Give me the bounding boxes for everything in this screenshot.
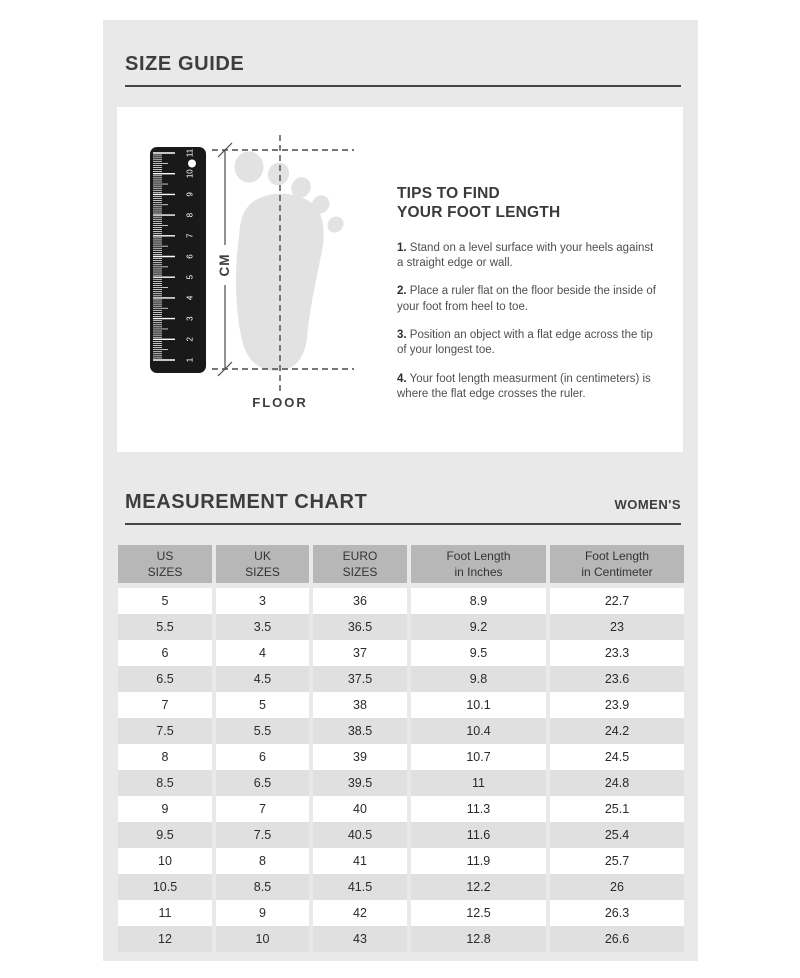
column-header: Foot Length in Inches <box>411 545 546 583</box>
table-row <box>118 614 684 640</box>
table-cell: 37.5 <box>313 666 407 692</box>
column-header: EURO SIZES <box>313 545 407 583</box>
ruler-number: 4 <box>185 295 195 301</box>
table-cell: 8.5 <box>118 770 212 796</box>
table-row <box>118 900 684 926</box>
gender-label: WOMEN'S <box>614 497 681 512</box>
ruler-number: 8 <box>185 212 195 218</box>
size-guide-panel <box>103 20 698 961</box>
table-row <box>118 718 684 744</box>
table-cell: 7.5 <box>118 718 212 744</box>
table-cell: 9.8 <box>411 666 546 692</box>
table-cell: 11 <box>411 770 546 796</box>
page-title: SIZE GUIDE <box>125 52 681 87</box>
table-cell: 12.5 <box>411 900 546 926</box>
table-cell: 39 <box>313 744 407 770</box>
table-cell: 6 <box>216 744 309 770</box>
table-cell: 25.7 <box>550 848 684 874</box>
table-cell: 24.8 <box>550 770 684 796</box>
table-cell: 10.4 <box>411 718 546 744</box>
table-cell: 5.5 <box>216 718 309 744</box>
page-header <box>103 20 698 87</box>
table-cell: 38 <box>313 692 407 718</box>
table-cell: 39.5 <box>313 770 407 796</box>
table-cell: 40 <box>313 796 407 822</box>
table-cell: 36.5 <box>313 614 407 640</box>
table-cell: 4 <box>216 640 309 666</box>
table-cell: 24.5 <box>550 744 684 770</box>
tip-text: Place a ruler flat on the floor beside the inside of your foot from heel to toe. <box>397 285 656 313</box>
tips-section <box>397 107 667 452</box>
table-cell: 41.5 <box>313 874 407 900</box>
table-cell: 42 <box>313 900 407 926</box>
table-cell: 12.8 <box>411 926 546 952</box>
tip-number: 4. <box>397 372 407 385</box>
table-row <box>118 692 684 718</box>
table-cell: 9 <box>118 796 212 822</box>
tip-item-3 <box>397 328 657 359</box>
table-cell: 3 <box>216 588 309 614</box>
table-cell: 10.5 <box>118 874 212 900</box>
tip-item-1 <box>397 241 657 272</box>
table-cell: 9.5 <box>118 822 212 848</box>
tip-number: 2. <box>397 285 407 298</box>
table-cell: 8 <box>216 848 309 874</box>
table-cell: 41 <box>313 848 407 874</box>
ruler-number: 7 <box>185 233 195 239</box>
table-cell: 8.5 <box>216 874 309 900</box>
tip-number: 3. <box>397 328 407 341</box>
table-cell: 26.3 <box>550 900 684 926</box>
table-cell: 40.5 <box>313 822 407 848</box>
tips-title-line2: YOUR FOOT LENGTH <box>397 203 561 221</box>
foot-measurement-illustration <box>117 107 397 452</box>
size-table <box>118 545 684 952</box>
table-row <box>118 848 684 874</box>
table-cell: 11 <box>118 900 212 926</box>
table-row <box>118 796 684 822</box>
table-row <box>118 926 684 952</box>
table-cell: 23.6 <box>550 666 684 692</box>
table-cell: 43 <box>313 926 407 952</box>
table-row <box>118 770 684 796</box>
table-cell: 24.2 <box>550 718 684 744</box>
tip-item-2 <box>397 284 657 315</box>
tips-title-line1: TIPS TO FIND <box>397 185 500 202</box>
table-row <box>118 822 684 848</box>
table-cell: 25.1 <box>550 796 684 822</box>
table-cell: 5 <box>118 588 212 614</box>
table-row <box>118 666 684 692</box>
table-cell: 12.2 <box>411 874 546 900</box>
table-cell: 9.2 <box>411 614 546 640</box>
table-row <box>118 744 684 770</box>
table-cell: 3.5 <box>216 614 309 640</box>
ruler-hole <box>188 160 196 168</box>
table-cell: 6 <box>118 640 212 666</box>
floor-label: FLOOR <box>252 395 308 410</box>
table-row <box>118 874 684 900</box>
measurement-chart-title: MEASUREMENT CHART <box>125 491 368 513</box>
table-cell: 11.9 <box>411 848 546 874</box>
table-cell: 8 <box>118 744 212 770</box>
table-cell: 4.5 <box>216 666 309 692</box>
table-cell: 9.5 <box>411 640 546 666</box>
table-cell: 10 <box>216 926 309 952</box>
tips-title <box>397 185 667 223</box>
table-cell: 22.7 <box>550 588 684 614</box>
table-cell: 23.9 <box>550 692 684 718</box>
table-cell: 36 <box>313 588 407 614</box>
ruler-number: 9 <box>185 192 195 197</box>
column-header: US SIZES <box>118 545 212 583</box>
table-cell: 23 <box>550 614 684 640</box>
table-cell: 38.5 <box>313 718 407 744</box>
table-cell: 25.4 <box>550 822 684 848</box>
table-cell: 10.7 <box>411 744 546 770</box>
table-cell: 7 <box>118 692 212 718</box>
column-header: UK SIZES <box>216 545 309 583</box>
table-cell: 9 <box>216 900 309 926</box>
table-cell: 26.6 <box>550 926 684 952</box>
table-cell: 5.5 <box>118 614 212 640</box>
tip-text: Stand on a level surface with your heels against a straight edge or wall. <box>397 241 654 270</box>
table-row <box>118 588 684 614</box>
table-cell: 37 <box>313 640 407 666</box>
foot-outline-graphic <box>235 152 347 372</box>
cm-label: CM <box>217 253 232 277</box>
ruler-number: 10 <box>185 169 195 179</box>
ruler-number: 11 <box>185 148 195 158</box>
table-cell: 7 <box>216 796 309 822</box>
tip-text: Your foot length measurment (in centimeters) is where the flat edge crosses the ruler. <box>397 372 651 400</box>
table-cell: 7.5 <box>216 822 309 848</box>
table-cell: 23.3 <box>550 640 684 666</box>
table-row <box>118 640 684 666</box>
ruler-number: 5 <box>185 274 195 280</box>
table-cell: 10 <box>118 848 212 874</box>
table-cell: 6.5 <box>118 666 212 692</box>
tip-text: Position an object with a flat edge across the tip of your longest toe. <box>397 328 653 357</box>
tip-number: 1. <box>397 241 407 254</box>
table-cell: 12 <box>118 926 212 952</box>
ruler-number: 3 <box>185 316 195 321</box>
table-body <box>118 588 684 952</box>
table-cell: 10.1 <box>411 692 546 718</box>
foot-measurement-card <box>117 107 683 452</box>
table-cell: 8.9 <box>411 588 546 614</box>
ruler-number: 6 <box>185 254 195 259</box>
table-cell: 11.3 <box>411 796 546 822</box>
table-cell: 26 <box>550 874 684 900</box>
measurement-chart-header <box>125 490 681 525</box>
table-cell: 5 <box>216 692 309 718</box>
ruler-graphic <box>150 147 206 373</box>
tip-item-4 <box>397 372 657 403</box>
table-header-row <box>118 545 684 583</box>
column-header: Foot Length in Centimeter <box>550 545 684 583</box>
ruler-number: 1 <box>185 357 195 363</box>
table-cell: 6.5 <box>216 770 309 796</box>
table-cell: 11.6 <box>411 822 546 848</box>
ruler-number: 2 <box>185 337 195 342</box>
